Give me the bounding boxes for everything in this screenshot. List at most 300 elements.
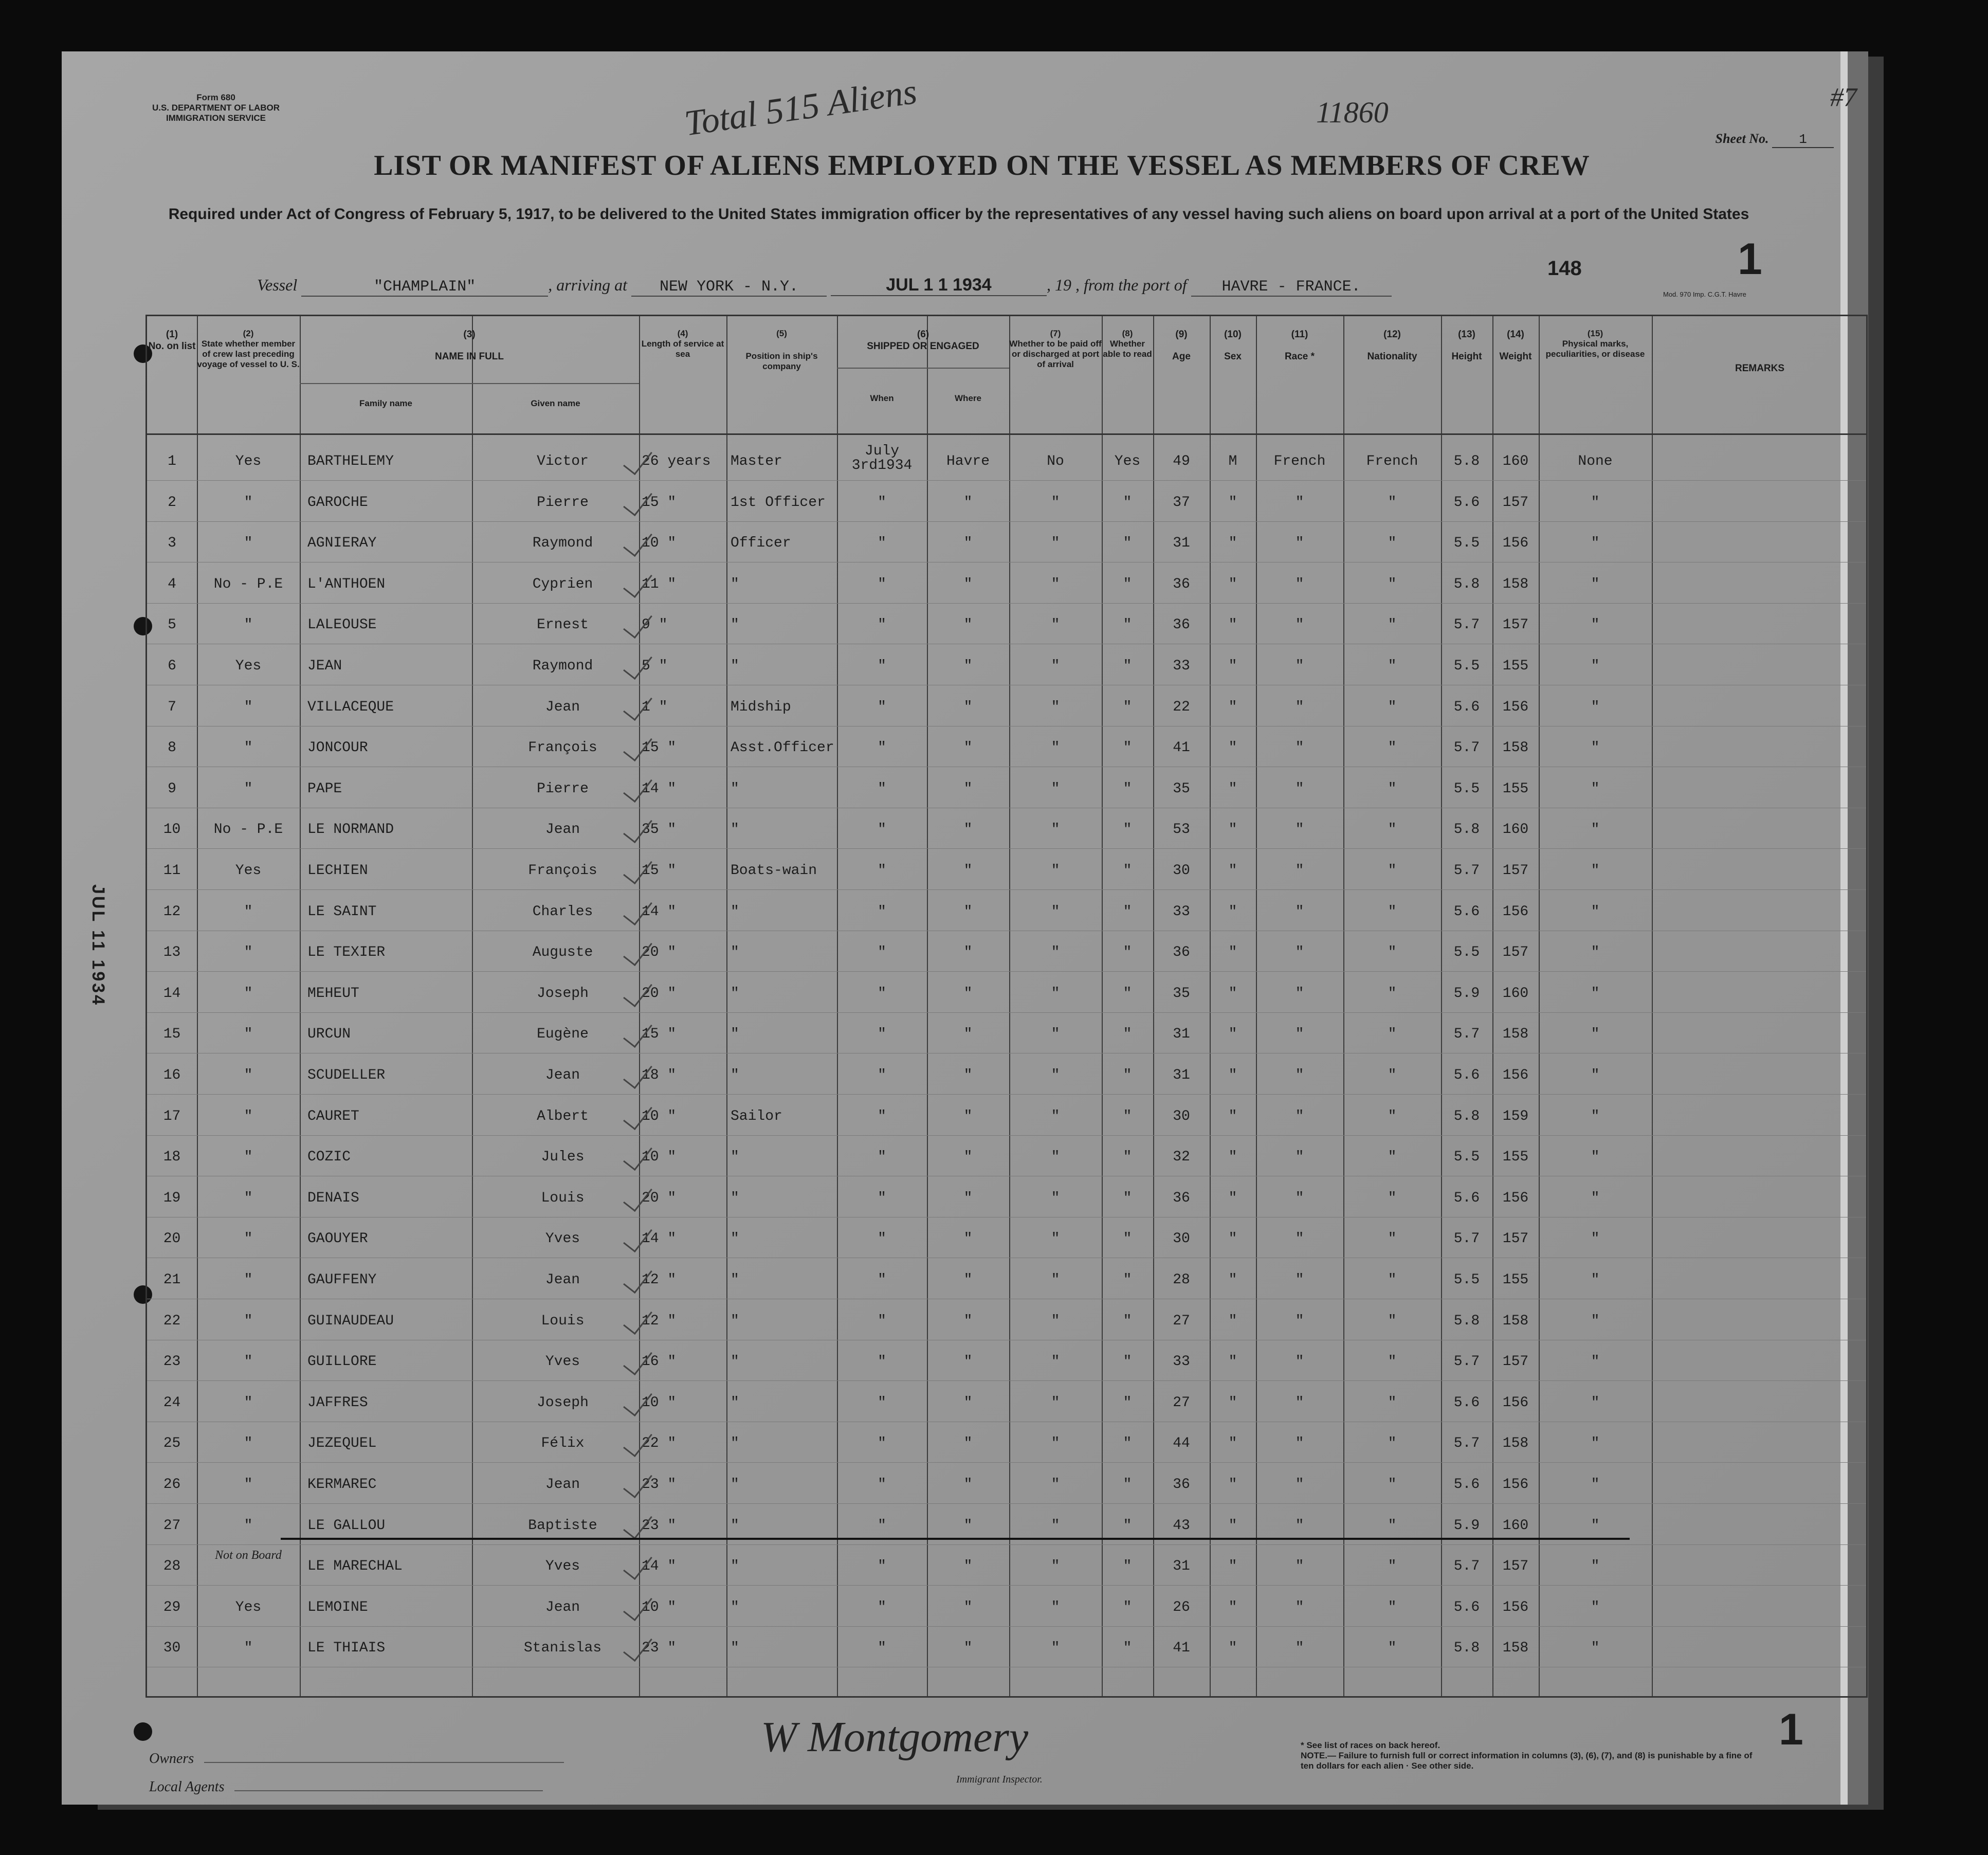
cell-race: " [1295,1108,1304,1124]
cell-where: " [963,1272,973,1288]
cell-weight: 155 [1502,1149,1529,1166]
cell-position: " [731,1313,739,1329]
cell-service: 23 " [642,1517,677,1534]
cell-marks: " [1591,822,1600,838]
header-col-12: (12) Nationality [1367,329,1417,362]
cell-given: Louis [541,1190,585,1206]
cell-read: " [1123,617,1132,633]
cell-nat: " [1388,1477,1397,1493]
cell-when: " [878,1026,886,1043]
cell-no: 21 [163,1272,181,1288]
cell-where: " [963,740,973,756]
cell-when: " [878,1477,886,1493]
cell-read: " [1123,658,1132,674]
cell-weight: 160 [1502,822,1529,838]
cell-service: 20 " [642,985,677,1002]
cell-prev: " [244,1435,253,1452]
cell-nat: " [1388,699,1397,715]
header-col-7: (7) Whether to be paid off or discharged at port of arrival [1009,329,1102,369]
cell-family: PAPE [307,780,342,797]
cell-when: " [878,1190,886,1206]
cell-height: 5.7 [1453,1026,1480,1043]
fine-note: NOTE.— Failure to furnish full or correct information in columns (3), (6), (7), and (8) is punishable by a fine of ten dollars for each alien · See other side. [1301,1751,1753,1771]
cell-sex: " [1228,1477,1237,1493]
cell-service: 35 " [642,822,677,838]
cell-prev: Yes [235,1599,262,1615]
cell-height: 5.5 [1453,658,1480,674]
cell-when: " [878,1313,886,1329]
cell-read: " [1123,1067,1132,1083]
cell-nat: " [1388,1640,1397,1657]
cell-height: 5.6 [1453,494,1480,511]
cell-paid: " [1051,1477,1060,1493]
cell-service: 18 " [642,1067,677,1083]
cell-prev: " [244,1313,253,1329]
cell-nat: " [1388,1231,1397,1247]
cell-paid: " [1051,1067,1060,1083]
cell-weight: 158 [1502,1435,1529,1452]
cell-read: " [1123,1026,1132,1043]
cell-no: 27 [163,1517,181,1534]
cell-age: 53 [1173,822,1190,838]
cell-family: JEZEQUEL [307,1435,377,1452]
cell-nat: " [1388,944,1397,961]
cell-marks: " [1591,1517,1600,1534]
cell-nat: " [1388,1108,1397,1124]
cell-family: GAOUYER [307,1231,368,1247]
cell-paid: " [1051,822,1060,838]
cell-marks: " [1591,617,1600,633]
cell-where: " [963,1231,973,1247]
table-row [147,1506,1866,1547]
cell-race: " [1295,1231,1304,1247]
table-row [147,1015,1866,1055]
cell-service: 15 " [642,863,677,879]
table-row [147,1056,1866,1096]
cell-paid: " [1051,1026,1060,1043]
vessel-name: "CHAMPLAIN" [301,278,548,297]
cell-when: " [878,1272,886,1288]
cell-marks: " [1591,699,1600,715]
cell-weight: 155 [1502,1272,1529,1288]
cell-paid: " [1051,863,1060,879]
cell-prev: " [244,1067,253,1083]
header-col-3: (3) NAME IN FULL [434,329,504,362]
cell-sex: " [1228,1026,1237,1043]
cell-when: " [878,863,886,879]
cell-no: 7 [168,699,176,715]
cell-age: 30 [1173,863,1190,879]
cell-no: 30 [163,1640,181,1657]
cell-age: 26 [1173,1599,1190,1615]
cell-race: " [1295,494,1304,511]
cell-position: " [731,617,739,633]
cell-age: 32 [1173,1149,1190,1166]
cell-read: " [1123,1435,1132,1452]
header-col-6: (6) SHIPPED OR ENGAGED [867,329,979,352]
cell-where: " [963,1108,973,1124]
cell-service: 10 " [642,1108,677,1124]
cell-height: 5.6 [1453,1067,1480,1083]
cell-nat: " [1388,617,1397,633]
cell-height: 5.5 [1453,1149,1480,1166]
cell-no: 13 [163,944,181,961]
cell-marks: None [1578,453,1613,469]
cell-read: " [1123,535,1132,552]
cell-nat: " [1388,1272,1397,1288]
cell-family: AGNIERAY [307,535,377,552]
arriving-label: , arriving at [548,276,627,294]
cell-family: LE SAINT [307,903,377,920]
header-col-5: (5) Position in ship's company [745,329,818,371]
cell-nat: " [1388,985,1397,1002]
cell-service: 10 " [642,535,677,552]
cell-position: " [731,1435,739,1452]
cell-position: " [731,1026,739,1043]
cell-race: " [1295,1313,1304,1329]
cell-sex: " [1228,944,1237,961]
cell-prev: " [244,1231,253,1247]
cell-weight: 155 [1502,780,1529,797]
cell-family: LEMOINE [307,1599,368,1615]
cell-given: Jean [545,1272,580,1288]
cell-read: " [1123,1149,1132,1166]
cell-sex: " [1228,1108,1237,1124]
cell-nat: " [1388,1435,1397,1452]
table-row [147,729,1866,769]
cell-no: 12 [163,903,181,920]
races-note: * See list of races on back hereof. [1301,1740,1440,1750]
cell-paid: " [1051,740,1060,756]
cell-service: 15 " [642,740,677,756]
cell-prev: " [244,1477,253,1493]
cell-weight: 158 [1502,740,1529,756]
cell-race: French [1273,453,1326,469]
cell-prev: " [244,1149,253,1166]
cell-when: " [878,1149,886,1166]
cell-weight: 156 [1502,903,1529,920]
cell-service: 15 " [642,494,677,511]
arrival-date: JUL 1 1 1934 [831,275,1047,296]
cell-race: " [1295,903,1304,920]
cell-family: LECHIEN [307,863,368,879]
cell-height: 5.5 [1453,944,1480,961]
header-col-11: (11) Race * [1284,329,1315,362]
cell-where: " [963,535,973,552]
cell-weight: 157 [1502,617,1529,633]
cell-age: 31 [1173,535,1190,552]
table-row [147,483,1866,523]
cell-position: " [731,780,739,797]
local-agents-field [149,1779,543,1795]
cell-when: " [878,822,886,838]
form-number: Form 680 [196,93,235,102]
cell-paid: " [1051,780,1060,797]
cell-given: Yves [545,1231,580,1247]
cell-paid: " [1051,494,1060,511]
cell-marks: " [1591,1394,1600,1411]
cell-marks: " [1591,1108,1600,1124]
cell-nat: " [1388,658,1397,674]
cell-sex: " [1228,1231,1237,1247]
cell-marks: " [1591,1599,1600,1615]
handwritten-number: 11860 [1316,96,1389,129]
cell-position: " [731,1067,739,1083]
cell-position: " [731,944,739,961]
cell-race: " [1295,1067,1304,1083]
cell-nat: " [1388,1354,1397,1370]
table-row [147,1261,1866,1301]
cell-family: GUILLORE [307,1354,377,1370]
cell-service: 10 " [642,1149,677,1166]
cell-prev: " [244,1640,253,1657]
cell-paid: " [1051,1599,1060,1615]
cell-nat: French [1366,453,1418,469]
cell-height: 5.9 [1453,985,1480,1002]
cell-race: " [1295,535,1304,552]
cell-marks: " [1591,863,1600,879]
owners-label: Owners [149,1751,194,1767]
cell-position: " [731,576,739,592]
cell-prev: " [244,699,253,715]
cell-age: 33 [1173,658,1190,674]
cell-service: 20 " [642,944,677,961]
cell-service: 23 " [642,1640,677,1657]
cell-position: " [731,1394,739,1411]
cell-no: 17 [163,1108,181,1124]
cell-sex: " [1228,1599,1237,1615]
header-col-14: (14) Weight [1499,329,1532,362]
cell-race: " [1295,1435,1304,1452]
cell-nat: " [1388,863,1397,879]
cell-weight: 156 [1502,1190,1529,1206]
cell-no: 20 [163,1231,181,1247]
cell-marks: " [1591,1435,1600,1452]
cell-marks: " [1591,1354,1600,1370]
header-col-15: (15) Physical marks, peculiarities, or disease [1545,329,1645,359]
table-row [147,442,1866,482]
cell-given: Yves [545,1354,580,1370]
cell-no: 29 [163,1599,181,1615]
cell-service: 12 " [642,1272,677,1288]
cell-nat: " [1388,494,1397,511]
cell-prev: " [244,1108,253,1124]
cell-family: CAURET [307,1108,359,1124]
cell-where: " [963,576,973,592]
cell-age: 31 [1173,1026,1190,1043]
cell-race: " [1295,1640,1304,1657]
cell-paid: " [1051,1313,1060,1329]
cell-marks: " [1591,1190,1600,1206]
local-agents-label: Local Agents [149,1779,225,1795]
cell-read: " [1123,1313,1132,1329]
cell-given: Félix [541,1435,585,1452]
cell-weight: 158 [1502,1313,1529,1329]
cell-no: 18 [163,1149,181,1166]
table-row [147,1384,1866,1424]
cell-service: 20 " [642,1190,677,1206]
cell-height: 5.7 [1453,740,1480,756]
cell-sex: " [1228,1394,1237,1411]
cell-service: 22 " [642,1435,677,1452]
cell-marks: " [1591,658,1600,674]
cell-no: 3 [168,535,176,552]
cell-marks: " [1591,1272,1600,1288]
cell-race: " [1295,944,1304,961]
cell-paid: " [1051,1231,1060,1247]
cell-family: JEAN [307,658,342,674]
cell-where: " [963,1640,973,1657]
cell-where: " [963,1558,973,1575]
cell-when: " [878,740,886,756]
cell-when: " [878,658,886,674]
cell-read: " [1123,1599,1132,1615]
table-row [147,1097,1866,1137]
header-col-2: (2) State whether member of crew last preceding voyage of vessel to U. S. [197,329,300,369]
cell-nat: " [1388,1190,1397,1206]
cell-paid: " [1051,1190,1060,1206]
cell-position: Boats-wain [731,863,817,879]
list-number: 148 [1547,257,1582,280]
cell-race: " [1295,1517,1304,1534]
header-when: When [870,393,894,403]
cell-weight: 157 [1502,1231,1529,1247]
document-subtitle: Required under Act of Congress of February 5, 1917, to be delivered to the United States immigration officer by the representatives of any vessel having such aliens on board upon arrival at a port of the United States [168,206,1749,223]
cell-height: 5.8 [1453,822,1480,838]
cell-given: Victor [537,453,589,469]
cell-position: Midship [731,699,791,715]
vessel-line [257,275,1645,297]
receipt-stamp: JUL 11 1934 [88,884,108,1007]
form-department: U.S. DEPARTMENT OF LABOR [152,103,280,113]
table-row [147,851,1866,892]
header-col-1: (1) No. on list [148,329,196,352]
cell-read: " [1123,494,1132,511]
cell-paid: " [1051,1517,1060,1534]
cell-no: 23 [163,1354,181,1370]
cell-no: 14 [163,985,181,1002]
cell-age: 36 [1173,576,1190,592]
binder-hole [134,1722,152,1741]
cell-height: 5.8 [1453,1313,1480,1329]
cell-position: " [731,985,739,1002]
year-label: , 19 [1046,276,1071,294]
cell-where: " [963,658,973,674]
cell-race: " [1295,863,1304,879]
cell-height: 5.5 [1453,780,1480,797]
cell-where: " [963,1599,973,1615]
cell-weight: 156 [1502,699,1529,715]
cell-sex: " [1228,1190,1237,1206]
cell-height: 5.6 [1453,1477,1480,1493]
cell-age: 28 [1173,1272,1190,1288]
cell-position: " [731,658,739,674]
cell-paid: " [1051,903,1060,920]
cell-no: 25 [163,1435,181,1452]
cell-paid: " [1051,1272,1060,1288]
cell-service: 9 " [642,617,668,633]
cell-read: " [1123,1477,1132,1493]
cell-service: 14 " [642,1558,677,1575]
cell-service: 10 " [642,1394,677,1411]
cell-height: 5.9 [1453,1517,1480,1534]
cell-weight: 155 [1502,658,1529,674]
cell-weight: 157 [1502,1558,1529,1575]
cell-height: 5.6 [1453,699,1480,715]
cell-height: 5.8 [1453,1640,1480,1657]
cell-prev: Yes [235,453,262,469]
cell-read: " [1123,822,1132,838]
arrival-port: NEW YORK - N.Y. [631,278,827,297]
cell-race: " [1295,1190,1304,1206]
cell-read: " [1123,1517,1132,1534]
cell-family: LE TEXIER [307,944,386,961]
cell-given: Jean [545,1067,580,1083]
cell-marks: " [1591,1149,1600,1166]
table-row [147,893,1866,933]
cell-when: " [878,1108,886,1124]
page-number-bottom: 1 [1779,1705,1803,1754]
cell-no: 28 [163,1558,181,1575]
cell-race: " [1295,576,1304,592]
header-where: Where [955,393,981,403]
cell-weight: 157 [1502,944,1529,961]
cell-read: " [1123,1354,1132,1370]
cell-where: " [963,1477,973,1493]
cell-read: " [1123,1272,1132,1288]
cell-prev: " [244,1026,253,1043]
cell-where: " [963,1026,973,1043]
cell-prev: " [244,1394,253,1411]
cell-sex: " [1228,535,1237,552]
cell-sex: " [1228,1067,1237,1083]
table-row [147,1588,1866,1628]
cell-race: " [1295,1272,1304,1288]
table-row [147,933,1866,973]
cell-weight: 158 [1502,576,1529,592]
cell-marks: " [1591,1231,1600,1247]
cell-service: 26 years [642,453,711,469]
cell-prev: " [244,740,253,756]
cell-age: 30 [1173,1108,1190,1124]
cell-paid: " [1051,944,1060,961]
cell-given: Jean [545,699,580,715]
cell-prev: Yes [235,863,262,879]
cell-where: " [963,1435,973,1452]
form-service: IMMIGRATION SERVICE [166,113,266,123]
cell-service: 14 " [642,780,677,797]
cell-race: " [1295,985,1304,1002]
cell-service: 10 " [642,1599,677,1615]
cell-marks: " [1591,740,1600,756]
cell-prev: No - P.E [213,822,283,838]
cell-no: 5 [168,617,176,633]
cell-weight: 157 [1502,1354,1529,1370]
cell-nat: " [1388,780,1397,797]
cell-no: 10 [163,822,181,838]
cell-when: " [878,780,886,797]
cell-sex: " [1228,658,1237,674]
cell-given: Louis [541,1313,585,1329]
cell-height: 5.8 [1453,453,1480,469]
cell-family: URCUN [307,1026,351,1043]
cell-where: " [963,1190,973,1206]
cell-height: 5.7 [1453,1558,1480,1575]
cell-no: 22 [163,1313,181,1329]
cell-family: GUINAUDEAU [307,1313,394,1329]
cell-when: " [878,1558,886,1575]
cell-when: July 3rd1934 [851,443,913,474]
